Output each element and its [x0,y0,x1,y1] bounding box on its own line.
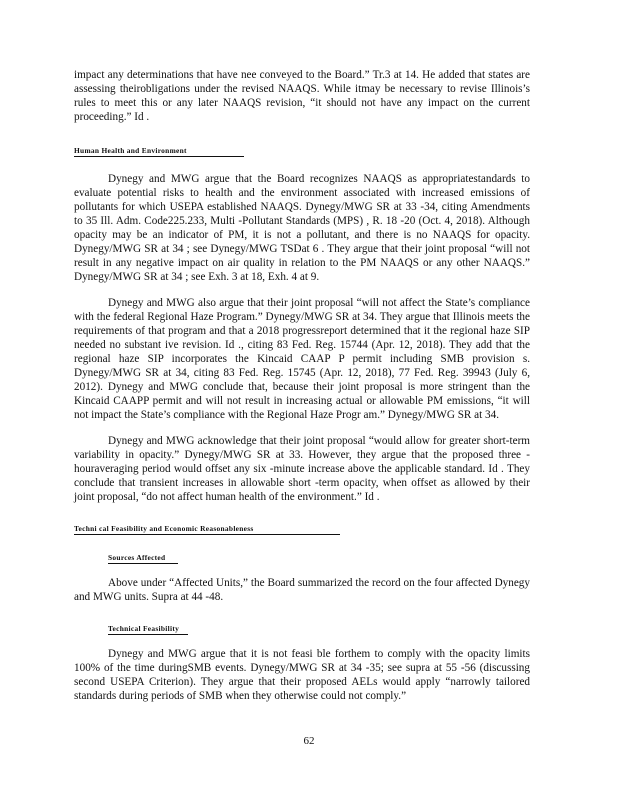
heading-sources-affected: Sources Affected [108,553,178,564]
paragraph: Dynegy and MWG also argue that their joint proposal “will not affect the State’s compliance with the federal Regional Haze Program.” Dynegy/MWG SR at 34. They argue that Illinois meets the requirements of that program and that a 2018 progressreport determined that it the regional haze SIP needed no substant ive revision. Id ., citing 83 Fed. Reg. 15744 (Apr. 12, 2018). They add that the regional haze SIP incorporates the Kincaid CAAP P permit including SMB provision s. Dynegy/MWG SR at 34, citing 83 Fed. Reg. 15745 (Apr. 12, 2018), 77 Fed. Reg. 39943 (July 6, 2012). Dynegy and MWG conclude that, because their joint proposal is more stringent than the Kincaid CAAPP permit and will not result in increasing actual or allowable PM emissions, “it will not impact the State’s compliance with the Regional Haze Progr am.” Dynegy/MWG SR at 34. [74,297,530,421]
paragraph: impact any determinations that have nee conveyed to the Board.” Tr.3 at 14. He added that states are assessing theirobligations under the revised NAAQS. While itmay be necessary to revise Illinois’s rules to meet this or any later NAAQS revision, “it should not have any impact on the current proceeding.” Id . [74,69,530,123]
page-number: 62 [303,735,315,747]
paragraph: Dynegy and MWG acknowledge that their joint proposal “would allow for greater short-term variability in opacity.” Dynegy/MWG SR at 33. However, they argue that the proposed three -houraveraging period would offset any six -minute increase above the applicable standard. Id . They conclude that transient increases in allowable short -term opacity, when offset as allowed by their joint proposal, “do not affect human health of the environment.” Id . [74,435,530,503]
heading-technical-feasibility: Technical Feasibility [108,624,188,635]
section-heading [74,518,530,536]
section-heading [74,140,530,158]
document-page [74,68,530,703]
paragraph: Dynegy and MWG argue that it is not feasi ble forthem to comply with the opacity limits 100% of the time duringSMB events. Dynegy/MWG SR at 34 -35; see supra at 55 -56 (discussing second USEPA Criterion). They argue that their proposed AELs would apply “narrowly tailored standards during periods of SMB when they otherwise could not comply.” [74,648,530,702]
subsection-heading [108,547,530,565]
paragraph: Above under “Affected Units,” the Board summarized the record on the four affected Dynegy and MWG units. Supra at 44 -48. [74,577,530,603]
heading-human-health: Human Health and Environment [74,146,244,157]
paragraph: Dynegy and MWG argue that the Board recognizes NAAQS as appropriatestandards to evaluate potential risks to health and the environment associated with increased emissions of pollutants for which USEPA established NAAQS. Dynegy/MWG SR at 33 -34, citing Amendments to 35 Ill. Adm. Code225.233, Multi -Pollutant Standards (MPS) , R. 18 -20 (Oct. 4, 2018). Although opacity may be an indicator of PM, it is not a pollutant, and there is no NAAQS for opacity. Dynegy/MWG SR at 34 ; see Dynegy/MWG TSDat 6 . They argue that their joint proposal “will not result in any negative impact on air quality in relation to the PM NAAQS or any other NAAQS.” Dynegy/MWG SR at 34 ; see Exh. 3 at 18, Exh. 4 at 9. [74,173,530,283]
heading-technical-feasibility-economic: Techni cal Feasibility and Economic Reasonableness [74,524,340,535]
subsection-heading [108,618,530,636]
